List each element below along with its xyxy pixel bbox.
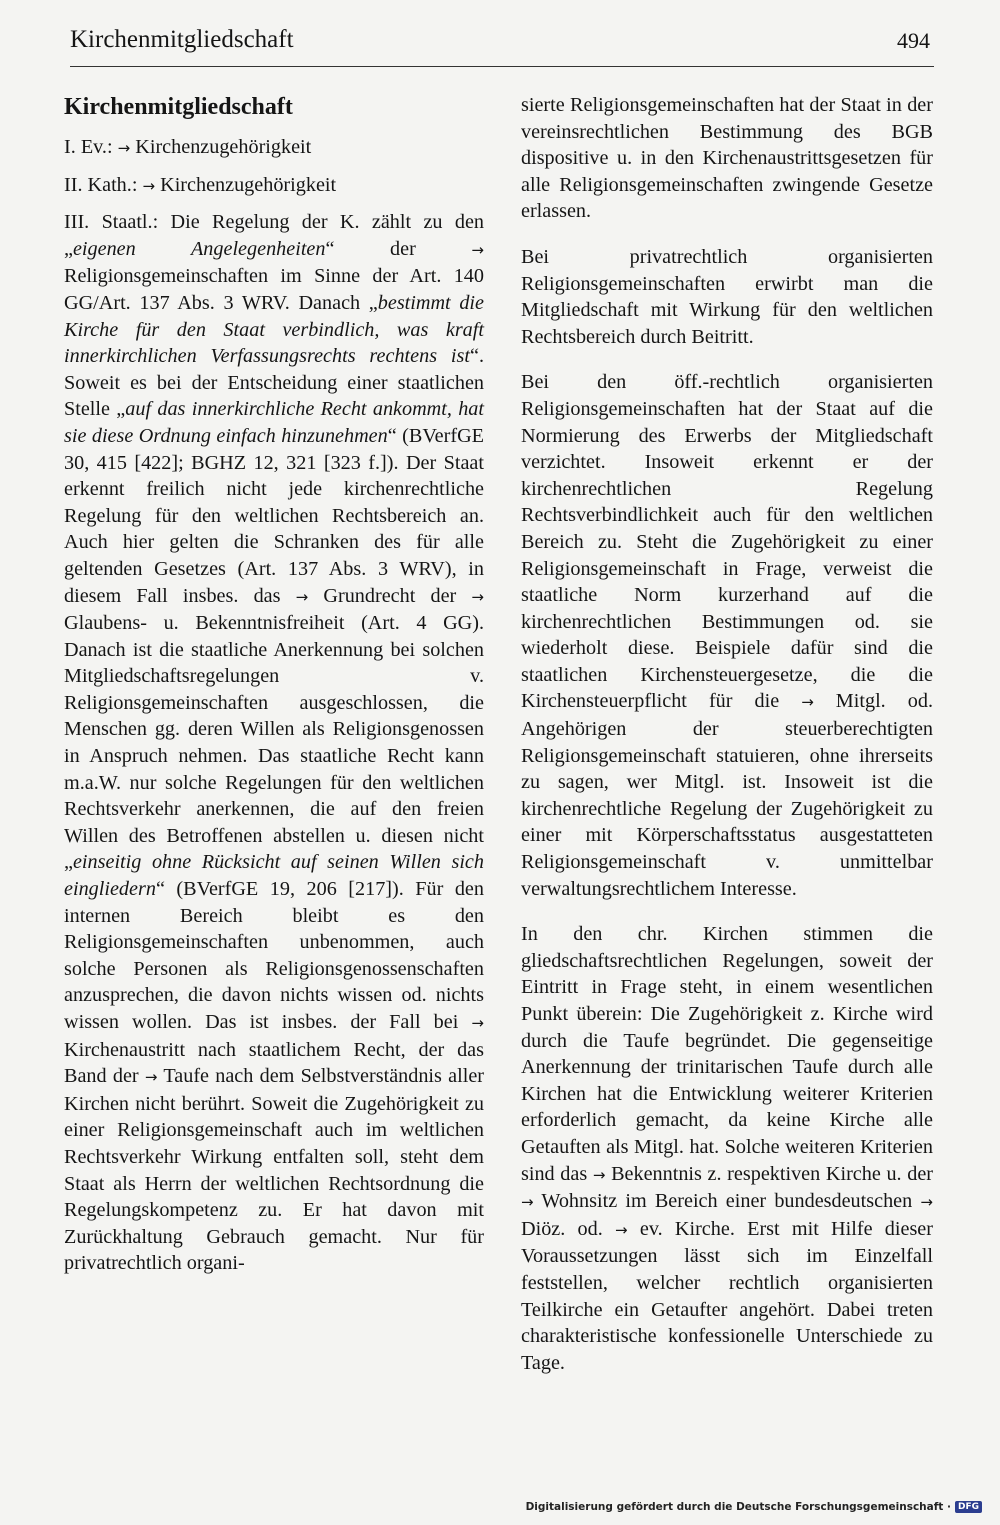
text-run: ev. Kirche. Erst mit Hilfe dieser Voraussetzungen lässt sich im Einzelfall feststellen, welcher rechtlich organisierten Teilkirche ein Getaufter angehört. Dabei treten charakteristische konfessionelle Unterschiede zu Tage. <box>521 1217 933 1374</box>
text-run: Wohnsitz im Bereich einer bundesdeutschen <box>533 1190 921 1213</box>
text-run: Kirchenaustritt nach staatlichem Recht, der das Band der <box>64 1038 484 1088</box>
text-run: Diöz. od. <box>521 1217 616 1240</box>
paragraph-christliche-kirchen <box>521 921 933 1376</box>
arrow-right-icon: → <box>920 1193 933 1212</box>
arrow-right-icon: → <box>144 1068 158 1087</box>
cross-reference-ev <box>64 134 484 162</box>
text-run: “ (BVerfGE 19, 206 [217]). Für den internen Bereich bleibt es den Religionsgemeinschaften unbenommen, auch solche Personen als Religionsgenossenschaften anzusprechen, die davon nichts wissen od. nichts wissen wollen. Das ist insbes. der Fall bei <box>64 878 484 1033</box>
page-number: 494 <box>897 28 930 53</box>
ref-prefix: II. Kath.: <box>64 173 138 196</box>
arrow-right-icon: → <box>615 1220 628 1239</box>
arrow-right-icon: → <box>471 587 484 606</box>
text-run: “ (BVerfGE 30, 415 [422]; BGHZ 12, 321 [323 f.]). Der Staat erkennt freilich nicht jede kirchenrechtliche Regelung für den weltlichen Rechtsbereich an. Auch hier gelten die Schranken des für alle geltenden Gesetzes (Art. 137 Abs. 3 WRV), in diesem Fall insbes. das <box>64 424 484 607</box>
arrow-right-icon: → <box>471 240 484 259</box>
digitization-footer <box>526 1501 982 1513</box>
text-run: Mitgl. od. Angehörigen der steuerberechtigten Religionsgemeinschaft statuieren, ohne ihrerseits zu sagen, wer Mitgl. ist. Insoweit ist die kirchenrechtliche Regelung der Zugehörigkeit zu einer mit Körperschaftsstatus ausgestatteten Religionsgemeinschaft v. unmittelbar verwaltungsrechtlichem Interesse. <box>521 690 933 900</box>
text-run: Religionsgemeinschaften im Sinne der Art. 140 GG/Art. 137 Abs. 3 WRV. Danach „ <box>64 265 484 314</box>
text-run: Bei den öff.-rechtlich organisierten Religionsgemeinschaften hat der Staat auf die Normierung des Erwerbs der Mitgliedschaft verzichtet. Insoweit erkennt er der kirchenrechtlichen Regelung Rechtsverbindlichkeit auch für den weltlichen Bereich zu. Steht die Zugehörigkeit zu einer Religionsgemeinschaft in Frage, verweist die staatliche Norm kurzerhand auf die kirchenrechtlichen Bestimmungen od. sie wiederholt diese. Beispiele dafür sind die staatlichen Kirchensteuergesetze, die die Kirchensteuerpflicht für die <box>521 371 933 713</box>
arrow-right-icon: → <box>142 176 156 195</box>
text-run: III. Staatl.: Die Regelung der K. zählt zu den „ <box>64 211 484 260</box>
text-run: Grundrecht der <box>308 584 472 607</box>
cross-reference-kath <box>64 172 484 200</box>
arrow-right-icon: → <box>295 587 309 606</box>
ref-link[interactable]: Kirchenzugehörigkeit <box>135 136 312 158</box>
page-header <box>70 26 934 67</box>
text-run: Glaubens- u. Bekenntnisfreiheit (Art. 4 GG). Danach ist die staatliche Anerkennung bei solchen Mitgliedschaftsregelungen v. Religionsgemeinschaften ausgeschlossen, die Menschen gg. deren Willen als Religionsgenossen in Anspruch nehmen. Das staatliche Recht kann m.a.W. nur solche Regelungen für den weltlichen Rechtsverkehr anerkennen, die auf den freien Willen des Betroffenen abstellen u. diesen nicht „ <box>64 612 484 874</box>
section-staatl-paragraph <box>64 209 484 1277</box>
entry-title: Kirchenmitgliedschaft <box>64 94 293 120</box>
paragraph-oeffentlich-rechtlich <box>521 369 933 902</box>
italic-quote: eigenen Angelegenheiten <box>72 237 326 260</box>
text-run: Bekenntnis z. respektiven Kirche u. der <box>605 1162 933 1185</box>
italic-quote: auf das innerkirchliche Recht ankommt, hat sie diese Ordnung einfach hinzunehmen <box>64 398 485 447</box>
running-title: Kirchenmitgliedschaft <box>70 26 294 53</box>
italic-quote: bestimmt die Kirche für den Staat verbindlich, was kraft innerkirchlichen Verfassungsrechts rechtens ist <box>64 291 484 368</box>
text-run: “. Soweit es bei der Entscheidung einer staatlichen Stelle „ <box>64 345 484 421</box>
text-run: Taufe nach dem Selbstverständnis aller Kirchen nicht berührt. Soweit die Zugehörigkeit zu einer Religionsgemeinschaft auch im weltlichen Rechtsverkehr Wirkung entfalten soll, steht dem Staat als Herrn der weltlichen Rechtsordnung die Regelungskompetenz zu. Er hat davon mit Zurückhaltung Gebrauch gemacht. Nur für privatrechtlich organi- <box>64 1065 485 1275</box>
ref-link[interactable]: Kirchenzugehörigkeit <box>160 173 337 196</box>
arrow-right-icon: → <box>801 693 814 712</box>
italic-quote: einseitig ohne Rücksicht auf seinen Willen sich eingliedern <box>64 851 484 901</box>
paragraph-privatrechtlich: Bei privatrechtlich organisierten Religionsgemeinschaften erwirbt man die Mitgliedschaft mit Wirkung für den weltlichen Rechtsbereich durch Beitritt. <box>521 245 933 348</box>
arrow-right-icon: → <box>592 1165 606 1184</box>
dfg-logo: DFG <box>955 1501 982 1513</box>
arrow-right-icon: → <box>521 1193 534 1212</box>
text-run: In den chr. Kirchen stimmen die gliedschaftsrechtlichen Regelungen, soweit der Eintritt in Frage steht, in einem wesentlichen Punkt überein: Die Zugehörigkeit z. Kirche wird durch die Taufe begründet. Die gegenseitige Anerkennung der trinitarischen Taufe durch alle Kirchen hat die Entwicklung weiterer Kriterien erforderlich gemacht, da keine Kirche alle Getauften als Mitgl. hat. Solche weiteren Kriterien sind das <box>521 923 933 1185</box>
arrow-right-icon: → <box>471 1014 484 1032</box>
footer-credit: Digitalisierung gefördert durch die Deutsche Forschungsgemeinschaft · <box>525 1501 951 1513</box>
left-column <box>64 92 484 1293</box>
arrow-right-icon: → <box>117 139 131 157</box>
paragraph-continuation: sierte Religionsgemeinschaften hat der Staat in der vereinsrechtlichen Bestimmung des BGB dispositive u. in den Kirchenaustrittsgesetzen für alle Religionsgemeinschaften zwingende Gesetze erlassen. <box>521 94 933 223</box>
right-column <box>521 92 933 1395</box>
ref-prefix: I. Ev.: <box>64 136 113 158</box>
text-run: “ der <box>325 237 472 260</box>
